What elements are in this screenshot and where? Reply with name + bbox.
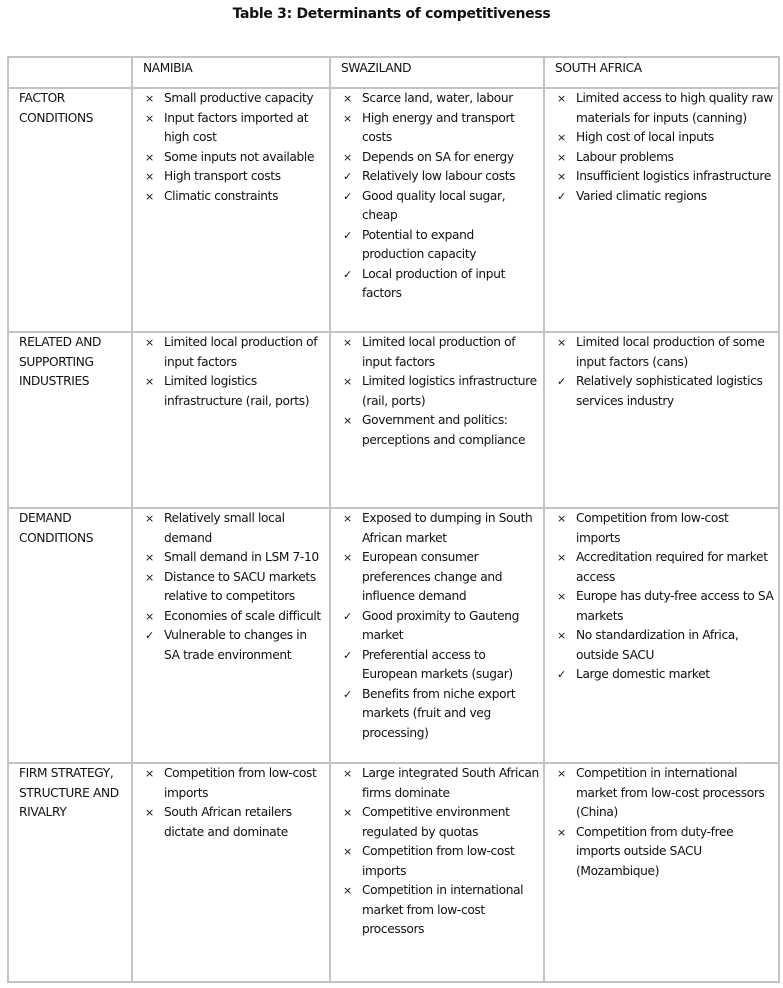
cross-icon: × — [343, 92, 352, 105]
list-item — [133, 333, 329, 372]
check-icon: ✓ — [343, 228, 352, 242]
list-item — [545, 587, 778, 626]
list-item — [331, 764, 543, 803]
list-item — [545, 665, 778, 685]
cross-icon: × — [557, 825, 566, 839]
cross-icon: × — [557, 590, 566, 603]
item-text: Limited logistics infrastructure (rail, ports) — [362, 374, 537, 408]
header-row — [8, 57, 779, 88]
item-text: Relatively sophisticated logistics services industry — [576, 374, 763, 408]
item-text: Limited access to high quality raw materials for inputs (canning) — [576, 91, 773, 125]
item-text: Competition in international market from low-cost processors — [362, 883, 524, 936]
column-header-blank — [8, 57, 132, 88]
competitiveness-table — [7, 56, 780, 983]
list-item — [331, 411, 543, 450]
check-icon: ✓ — [557, 668, 566, 681]
list-item — [133, 548, 329, 568]
item-text: Good proximity to Gauteng market — [362, 608, 519, 642]
check-icon: ✓ — [343, 267, 352, 281]
item-text: Benefits from niche export markets (fruit and veg processing) — [362, 686, 516, 740]
list-item — [331, 167, 543, 187]
list-item — [331, 372, 543, 411]
list-item — [133, 109, 329, 148]
list-item — [133, 167, 329, 187]
item-text: Varied climatic regions — [576, 188, 707, 203]
item-text: Depends on SA for energy — [362, 149, 514, 164]
row-firm-strategy — [8, 763, 779, 982]
list-item — [545, 372, 778, 411]
cross-icon: × — [343, 551, 352, 564]
row-factor-conditions — [8, 88, 779, 332]
list-item — [133, 626, 329, 665]
list-item — [545, 128, 778, 148]
list-item — [133, 568, 329, 607]
table-title: Table 3: Determinants of competitiveness — [232, 6, 551, 22]
list-item — [331, 509, 543, 548]
check-icon: ✓ — [557, 375, 566, 388]
cross-icon: × — [343, 845, 352, 858]
list-item — [545, 509, 778, 548]
cross-icon: × — [343, 884, 352, 897]
item-text: High energy and transport costs — [362, 110, 515, 144]
item-text: Competition in international market from low-cost processors (China) — [576, 766, 765, 819]
list-item — [331, 148, 543, 168]
list-item — [133, 803, 329, 842]
list-item — [133, 607, 329, 627]
item-text: Large domestic market — [576, 667, 710, 681]
check-icon: ✓ — [557, 189, 566, 203]
cross-icon: × — [343, 414, 352, 427]
item-text: Good quality local sugar, cheap — [362, 188, 506, 222]
cross-icon: × — [343, 150, 352, 164]
cross-icon: × — [145, 336, 154, 349]
cross-icon: × — [343, 767, 352, 780]
list-item — [331, 89, 543, 109]
cell-swaziland — [330, 88, 544, 332]
list-item — [133, 187, 329, 207]
list-item — [133, 509, 329, 548]
cross-icon: × — [145, 150, 154, 164]
cell-swaziland — [330, 508, 544, 763]
column-header-south-africa: SOUTH AFRICA — [544, 57, 779, 88]
item-text: Vulnerable to changes in SA trade environment — [164, 628, 307, 662]
row-demand-conditions — [8, 508, 779, 763]
item-text: Scarce land, water, labour — [362, 91, 513, 105]
cross-icon: × — [557, 131, 566, 144]
list-item — [331, 548, 543, 607]
list-item — [133, 89, 329, 109]
check-icon: ✓ — [343, 687, 352, 701]
item-text: Relatively small local demand — [164, 511, 285, 545]
list-item — [331, 685, 543, 744]
row-label: FIRM STRATEGY, STRUCTURE AND RIVALRY — [8, 763, 132, 982]
cross-icon: × — [145, 375, 154, 388]
cell-swaziland — [330, 763, 544, 982]
list-item — [331, 265, 543, 304]
list-item — [545, 764, 778, 823]
item-text: Small productive capacity — [164, 91, 314, 105]
item-text: Limited local production of input factors — [164, 335, 318, 369]
cell-namibia — [132, 763, 330, 982]
cross-icon: × — [145, 806, 154, 819]
cell-namibia — [132, 88, 330, 332]
check-icon: ✓ — [343, 648, 352, 662]
item-text: European consumer preferences change and influence demand — [362, 550, 503, 603]
cross-icon: × — [343, 806, 352, 819]
cross-icon: × — [557, 150, 566, 164]
check-icon: ✓ — [145, 629, 154, 642]
list-item — [331, 803, 543, 842]
cell-namibia — [132, 508, 330, 763]
list-item — [545, 823, 778, 882]
cross-icon: × — [557, 512, 566, 525]
cross-icon: × — [145, 551, 154, 564]
item-text: Small demand in LSM 7-10 — [164, 550, 319, 564]
cell-south-africa — [544, 88, 779, 332]
check-icon: ✓ — [343, 189, 352, 203]
cross-icon: × — [343, 336, 352, 349]
item-text: Limited local production of some input factors (cans) — [576, 335, 765, 369]
cross-icon: × — [343, 512, 352, 525]
item-text: Economies of scale difficult — [164, 608, 321, 623]
item-text: Competitive environment regulated by quotas — [362, 805, 510, 839]
item-text: Large integrated South African firms dominate — [362, 766, 539, 800]
item-text: Competition from low-cost imports — [362, 844, 515, 878]
list-item — [133, 148, 329, 168]
cell-namibia — [132, 332, 330, 508]
cross-icon: × — [557, 170, 566, 183]
column-header-swaziland: SWAZILAND — [330, 57, 544, 88]
check-icon: ✓ — [343, 609, 352, 623]
item-text: South African retailers dictate and dominate — [164, 805, 292, 839]
item-text: Accreditation required for market access — [576, 550, 768, 584]
list-item — [545, 626, 778, 665]
item-text: Government and politics: perceptions and compliance — [362, 413, 526, 447]
cross-icon: × — [343, 375, 352, 388]
cross-icon: × — [145, 170, 154, 183]
item-text: High transport costs — [164, 169, 281, 183]
list-item — [133, 764, 329, 803]
list-item — [331, 333, 543, 372]
item-text: Relatively low labour costs — [362, 169, 516, 183]
list-item — [331, 881, 543, 940]
list-item — [331, 842, 543, 881]
cross-icon: × — [557, 92, 566, 105]
cell-swaziland — [330, 332, 544, 508]
row-label: DEMAND CONDITIONS — [8, 508, 132, 763]
cell-south-africa — [544, 508, 779, 763]
list-item — [545, 187, 778, 207]
row-label: FACTOR CONDITIONS — [8, 88, 132, 332]
cell-south-africa — [544, 763, 779, 982]
item-text: Europe has duty-free access to SA markets — [576, 589, 774, 623]
item-text: Some inputs not available — [164, 149, 315, 164]
cross-icon: × — [145, 570, 154, 584]
item-text: Limited local production of input factors — [362, 335, 516, 369]
item-text: Preferential access to European markets (sugar) — [362, 647, 513, 681]
cross-icon: × — [145, 609, 154, 623]
item-text: Insufficient logistics infrastructure — [576, 169, 771, 183]
column-header-namibia: NAMIBIA — [132, 57, 330, 88]
list-item — [545, 167, 778, 187]
cross-icon: × — [145, 189, 154, 203]
cross-icon: × — [557, 336, 566, 349]
list-item — [331, 607, 543, 646]
list-item — [545, 548, 778, 587]
item-text: Labour problems — [576, 149, 674, 164]
cross-icon: × — [557, 629, 566, 642]
item-text: Exposed to dumping in South African market — [362, 511, 533, 545]
item-text: Competition from duty-free imports outside SACU (Mozambique) — [576, 824, 734, 878]
cross-icon: × — [145, 767, 154, 780]
cross-icon: × — [557, 767, 566, 780]
item-text: Local production of input factors — [362, 266, 505, 300]
cross-icon: × — [145, 92, 154, 105]
item-text: Competition from low-cost imports — [576, 511, 729, 545]
list-item — [331, 226, 543, 265]
list-item — [545, 333, 778, 372]
item-text: High cost of local inputs — [576, 130, 714, 144]
item-text: No standardization in Africa, outside SACU — [576, 628, 739, 662]
item-text: Climatic constraints — [164, 188, 279, 203]
list-item — [331, 109, 543, 148]
item-text: Distance to SACU markets relative to competitors — [164, 569, 316, 603]
check-icon: ✓ — [343, 170, 352, 183]
item-text: Potential to expand production capacity — [362, 227, 477, 261]
cross-icon: × — [343, 111, 352, 125]
list-item — [133, 372, 329, 411]
cross-icon: × — [557, 551, 566, 564]
item-text: Input factors imported at high cost — [164, 110, 309, 144]
cell-south-africa — [544, 332, 779, 508]
item-text: Competition from low-cost imports — [164, 766, 317, 800]
row-related-supporting-industries — [8, 332, 779, 508]
list-item — [331, 646, 543, 685]
row-label: RELATED AND SUPPORTING INDUSTRIES — [8, 332, 132, 508]
cross-icon: × — [145, 512, 154, 525]
list-item — [331, 187, 543, 226]
list-item — [545, 148, 778, 168]
cross-icon: × — [145, 111, 154, 125]
list-item — [545, 89, 778, 128]
item-text: Limited logistics infrastructure (rail, ports) — [164, 374, 310, 408]
